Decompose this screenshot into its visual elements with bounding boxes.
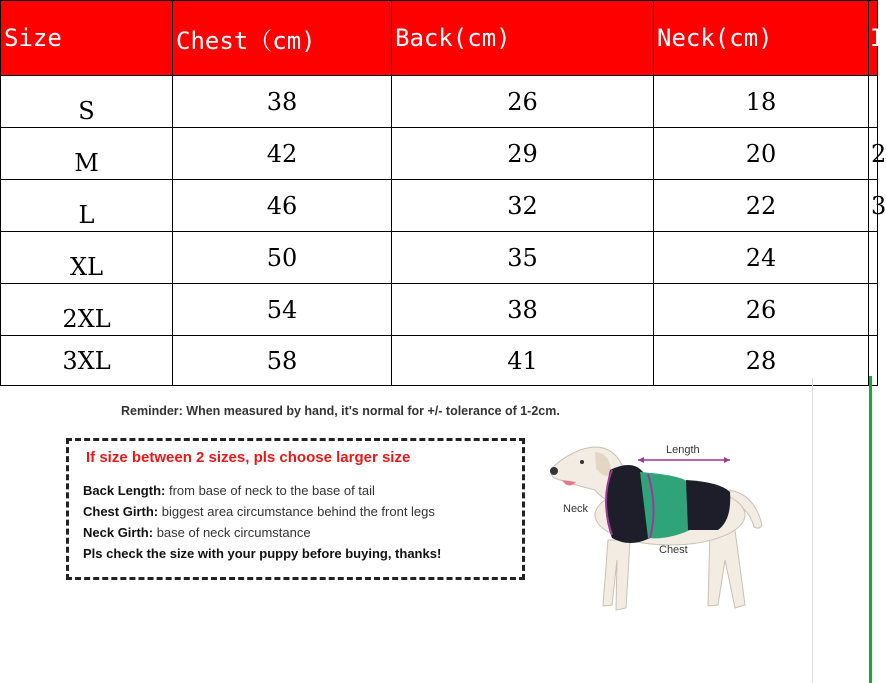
neck-cell: 18 [654, 76, 869, 128]
cut-off-cell: 2 [869, 128, 878, 180]
chest-cell: 42 [173, 128, 392, 180]
header-cut-off: I [869, 1, 878, 76]
size-cell: M [1, 128, 173, 180]
green-edge-strip [869, 376, 872, 683]
header-back: Back(cm) [392, 1, 654, 76]
size-cell: 3XL [1, 336, 173, 386]
neck-label: Neck [563, 503, 589, 515]
cut-off-cell [869, 76, 878, 128]
dog-eye [580, 460, 584, 464]
panel-divider [812, 378, 813, 683]
chest-cell: 38 [173, 76, 392, 128]
back-length-text: from base of neck to the base of tail [165, 483, 375, 498]
table-row [1, 128, 878, 180]
table-row [1, 232, 878, 284]
table-header-row [1, 1, 878, 76]
neck-cell: 28 [654, 336, 869, 386]
chest-cell: 58 [173, 336, 392, 386]
table-row [1, 284, 878, 336]
chest-girth-text: biggest area circumstance behind the front legs [158, 504, 435, 519]
larger-size-advice: If size between 2 sizes, pls choose larger size [86, 449, 411, 466]
check-size-note: Pls check the size with your puppy before buying, thanks! [83, 546, 442, 561]
back-cell: 35 [392, 232, 654, 284]
back-length-note [83, 483, 375, 498]
coat-green-panel [640, 472, 690, 538]
cut-off-cell [869, 284, 878, 336]
header-chest: Chest（cm) [173, 1, 392, 76]
back-cell: 41 [392, 336, 654, 386]
table-row [1, 180, 878, 232]
neck-cell: 24 [654, 232, 869, 284]
neck-cell: 20 [654, 128, 869, 180]
neck-girth-label: Neck Girth: [83, 525, 154, 540]
back-cell: 38 [392, 284, 654, 336]
length-label: Length [666, 444, 700, 456]
dog-measurement-diagram [540, 430, 790, 620]
chest-cell: 54 [173, 284, 392, 336]
dog-back-leg [708, 530, 745, 608]
size-cell: 2XL [1, 284, 173, 336]
chest-girth-label: Chest Girth: [83, 504, 159, 519]
back-length-label: Back Length: [83, 483, 166, 498]
dog-front-leg [603, 540, 630, 610]
table-row [1, 76, 878, 128]
tolerance-reminder: Reminder: When measured by hand, it's normal for +/- tolerance of 1-2cm. [121, 404, 560, 418]
chest-label: Chest [659, 544, 688, 556]
size-cell: L [1, 180, 173, 232]
chest-cell: 50 [173, 232, 392, 284]
neck-girth-note [83, 525, 311, 540]
sizing-notes-box [66, 438, 525, 580]
length-arrow-right-head [724, 457, 730, 463]
back-cell: 29 [392, 128, 654, 180]
cut-off-cell: 3 [869, 180, 878, 232]
header-neck: Neck(cm) [654, 1, 869, 76]
neck-cell: 22 [654, 180, 869, 232]
neck-cell: 26 [654, 284, 869, 336]
chest-girth-note [83, 504, 435, 519]
chest-cell: 46 [173, 180, 392, 232]
size-cell: S [1, 76, 173, 128]
back-cell: 32 [392, 180, 654, 232]
length-arrow-left-head [638, 457, 644, 463]
size-cell: XL [1, 232, 173, 284]
header-size: Size [1, 1, 173, 76]
coat-dark-rear [686, 480, 730, 530]
cut-off-cell [869, 232, 878, 284]
back-cell: 26 [392, 76, 654, 128]
table-row [1, 336, 878, 386]
neck-girth-text: base of neck circumstance [153, 525, 311, 540]
dog-nose [550, 467, 558, 475]
